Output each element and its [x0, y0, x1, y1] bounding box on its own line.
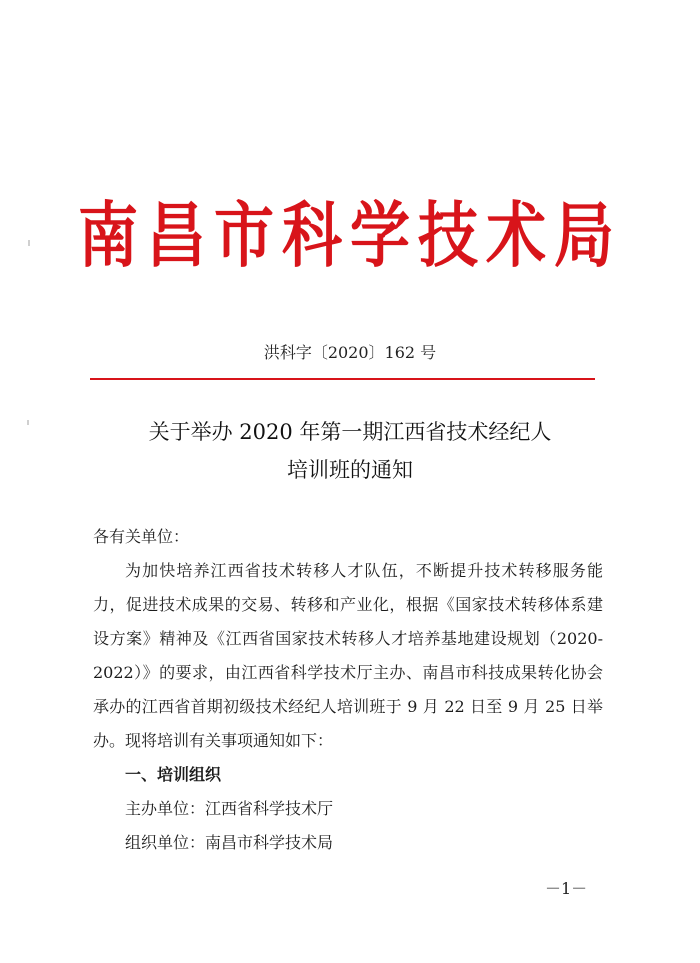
organizer-unit-line: 组织单位：南昌市科学技术局	[125, 833, 334, 852]
notice-body	[93, 520, 603, 860]
salutation: 各有关单位：	[93, 527, 190, 546]
notice-title-line-2: 培训班的通知	[287, 458, 413, 482]
body-paragraph: 为加快培养江西省技术转移人才队伍，不断提升技术转移服务能力，促进技术成果的交易、转移和产业化，根据《国家技术转移体系建设方案》精神及《江西省国家技术转移人才培养基地建设规划（2020-2022）》的要求，由江西省科学技术厅主办、南昌市科技成果转化协会承办的江西省首期初级技术经纪人培训班于 9 月 22 日至 9 月 25 日举办。现将培训有关事项通知如下：	[93, 561, 603, 750]
section-heading: 一、培训组织	[125, 765, 222, 784]
notice-title	[0, 413, 700, 489]
red-divider-line	[90, 378, 595, 380]
notice-title-line-1: 关于举办 2020 年第一期江西省技术经纪人	[148, 420, 552, 444]
issuing-organization-header: 南昌市科学技术局	[78, 195, 622, 278]
document-number: 洪科字〔2020〕162 号	[263, 343, 437, 362]
host-unit-line: 主办单位：江西省科学技术厅	[125, 799, 334, 818]
page-number: －1－	[545, 879, 588, 898]
